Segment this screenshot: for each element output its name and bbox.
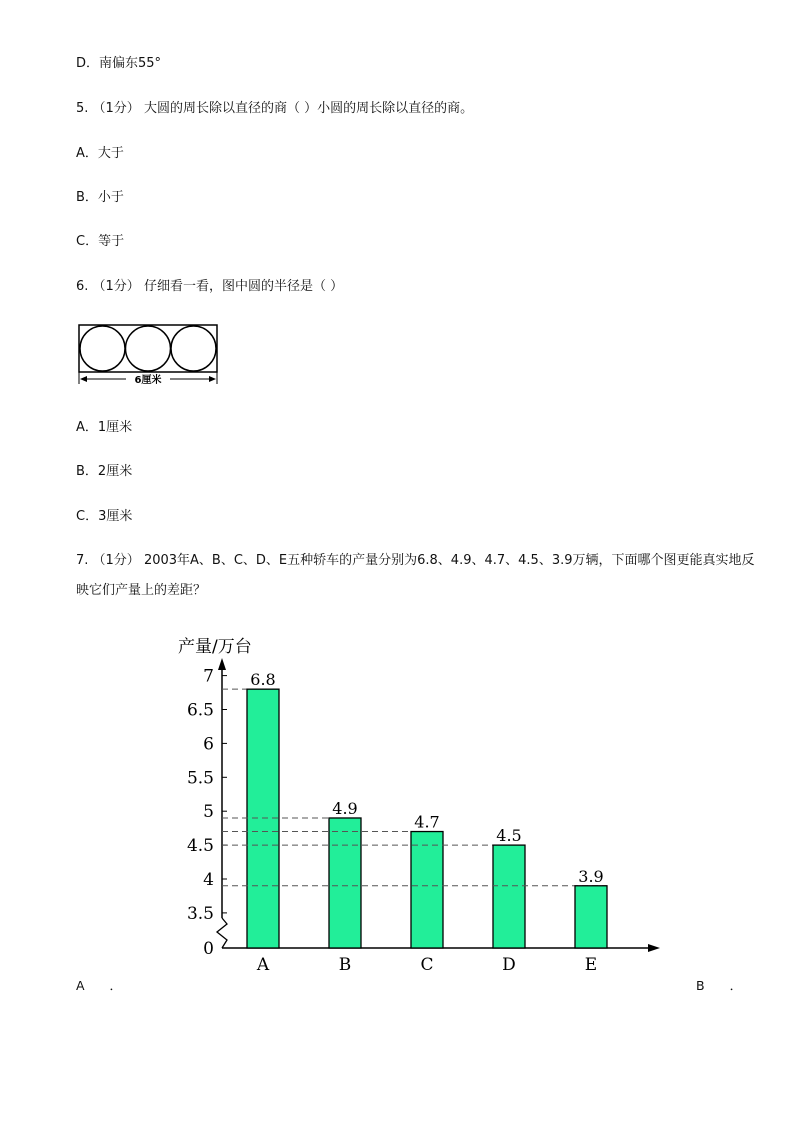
y-tick-label: 5: [203, 802, 214, 823]
production-bar-chart: [170, 628, 670, 980]
y-tick-label: 0: [203, 939, 214, 959]
arrow-left-icon: [80, 376, 87, 382]
chart-option-b-label: B ．: [696, 978, 743, 993]
bar-c: [411, 832, 443, 948]
y-tick-label: 4.5: [186, 836, 214, 857]
data-label: 6.8: [250, 670, 276, 690]
q5-option-a: A．大于: [76, 146, 124, 161]
figure-6-label: 6厘米: [134, 375, 162, 386]
y-tick-label: 6: [203, 734, 214, 755]
y-axis-arrow-icon: [218, 658, 226, 670]
q6-option-b: B．2厘米: [76, 464, 133, 479]
q5-option-b: B．小于: [76, 190, 124, 205]
y-tick-label: 5.5: [186, 768, 214, 789]
y-axis-title: 产量/万台: [178, 637, 252, 657]
question-5: 5. （1分） 大圆的周长除以直径的商（ ）小圆的周长除以直径的商。: [76, 101, 474, 116]
circle-3: [171, 326, 216, 371]
bar-b: [329, 818, 361, 948]
q6-option-c: C．3厘米: [76, 509, 133, 524]
bar-e: [575, 886, 607, 948]
x-tick-label: B: [338, 955, 352, 975]
data-label: 4.7: [414, 812, 440, 832]
y-tick-label: 4: [203, 870, 214, 890]
circle-2: [126, 326, 171, 371]
data-label: 4.5: [496, 826, 522, 846]
y-tick-label: 7: [203, 666, 214, 687]
y-tick-label: 3.5: [186, 903, 214, 924]
bar-d: [493, 845, 525, 948]
data-label: 4.9: [332, 798, 358, 818]
bar-a: [247, 689, 279, 948]
x-tick-label: E: [584, 955, 598, 975]
x-tick-label: A: [256, 955, 270, 975]
q5-option-c: C．等于: [76, 234, 125, 249]
x-axis-arrow-icon: [648, 944, 660, 952]
q6-option-a: A．1厘米: [76, 420, 133, 435]
circle-1: [80, 326, 125, 371]
x-tick-label: C: [420, 955, 434, 975]
question-6: 6. （1分） 仔细看一看，图中圆的半径是（ ）: [76, 279, 344, 294]
y-tick-label: 6.5: [186, 700, 214, 721]
question-7: 7. （1分） 2003年A、B、C、D、E五种轿车的产量分别为6.8、4.9、4.7、4.5、3.9万辆，下面哪个图更能真实地反映它们产量上的差距？: [76, 553, 755, 598]
axis-break-icon: [217, 918, 227, 948]
data-label: 3.9: [578, 866, 604, 886]
x-tick-label: D: [502, 955, 516, 975]
option-d-prev: D．南偏东55°: [76, 56, 162, 71]
three-circles-figure: [78, 324, 220, 388]
chart-option-a-label: A ．: [76, 978, 123, 993]
arrow-right-icon: [209, 376, 216, 382]
